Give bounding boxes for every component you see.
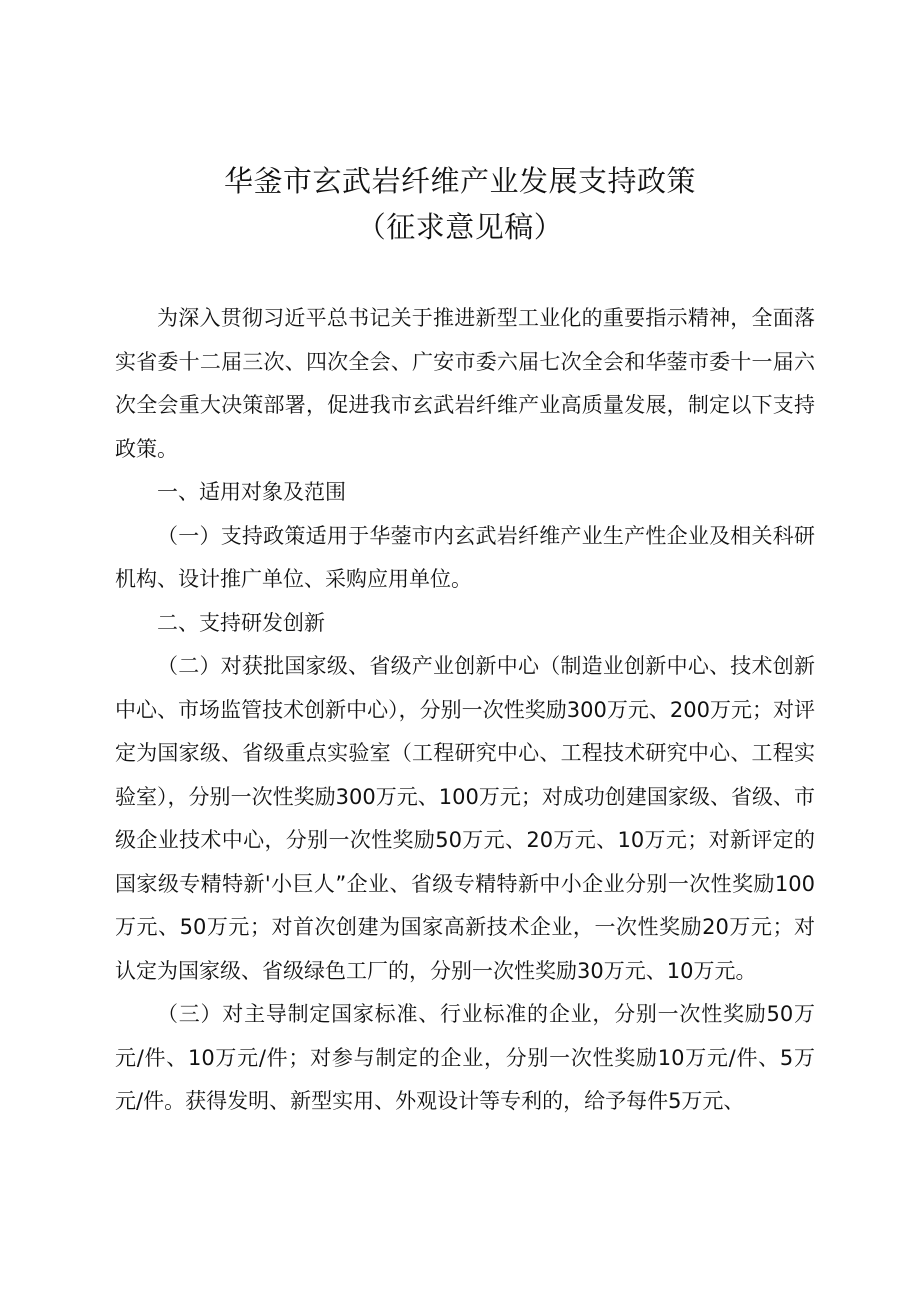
- clause-paragraph-3: （三）对主导制定国家标准、行业标准的企业，分别一次性奖励50万元/件、10万元/件；对参与制定的企业，分别一次性奖励10万元/件、5万元/件。获得发明、新型实用、外观设计等专利的，给予每件5万元、: [115, 1002, 815, 1113]
- document-subtitle: （征求意见稿）: [356, 210, 564, 244]
- clause-paragraph-2: （二）对获批国家级、省级产业创新中心（制造业创新中心、技术创新中心、市场监管技术创新中心），分别一次性奖励300万元、200万元；对评定为国家级、省级重点实验室（工程研究中心、工程技术研究中心、工程实验室），分别一次性奖励300万元、100万元；对成功创建国家级、省级、市级企业技术中心，分别一次性奖励50万元、20万元、10万元；对新评定的国家级专精特新'小巨人”企业、省级专精特新中小企业分别一次性奖励100万元、50万元；对首次创建为国家高新技术企业，一次性奖励20万元；对认定为国家级、省级绿色工厂的，分别一次性奖励30万元、10万元。: [115, 654, 815, 983]
- document-body: [115, 297, 815, 1124]
- clause-paragraph-1: （一）支持政策适用于华蓥市内玄武岩纤维产业生产性企业及相关科研机构、设计推广单位、采购应用单位。: [115, 523, 815, 591]
- intro-paragraph: 为深入贯彻习近平总书记关于推进新型工业化的重要指示精神，全面落实省委十二届三次、四次全会、广安市委六届七次全会和华蓥市委十一届六次全会重大决策部署，促进我市玄武岩纤维产业高质量发展，制定以下支持政策。: [115, 306, 815, 461]
- section-heading-2: 二、支持研发创新: [157, 610, 325, 635]
- document-title: 华釜市玄武岩纤维产业发展支持政策: [223, 164, 696, 198]
- section-heading-1: 一、适用对象及范围: [157, 480, 346, 504]
